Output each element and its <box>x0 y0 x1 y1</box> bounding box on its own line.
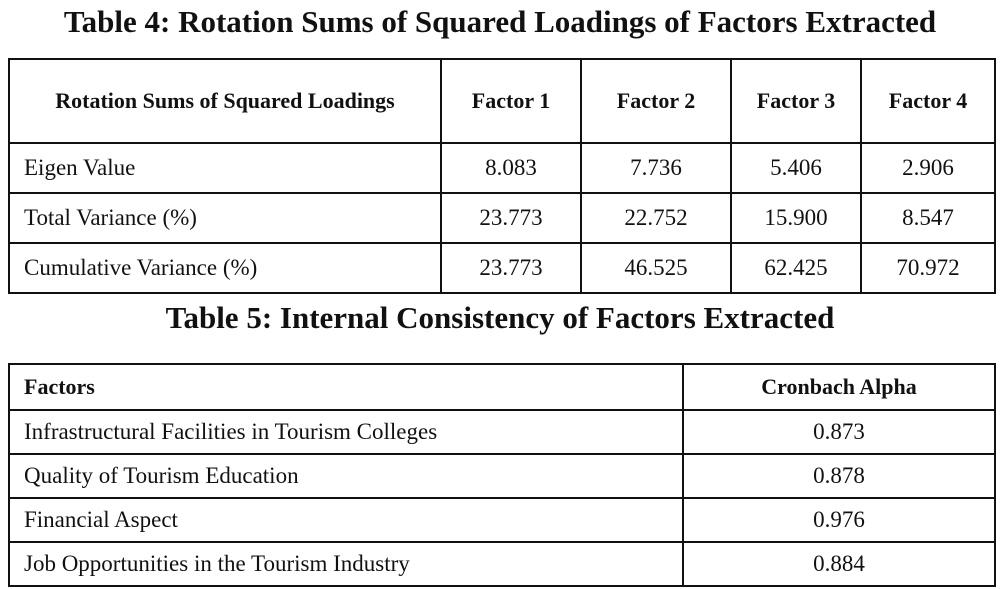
rotation-sums-table <box>8 58 996 294</box>
row-label-cumulative-variance: Cumulative Variance (%) <box>9 243 441 293</box>
table-cell: 2.906 <box>861 143 995 193</box>
factor-name: Quality of Tourism Education <box>9 454 683 498</box>
factor-name: Infrastructural Facilities in Tourism Colleges <box>9 410 683 454</box>
table-row <box>9 243 995 293</box>
table-row <box>9 498 995 542</box>
header-factor-4: Factor 4 <box>861 59 995 143</box>
table-cell: 23.773 <box>441 243 581 293</box>
header-factor-1: Factor 1 <box>441 59 581 143</box>
row-label-total-variance: Total Variance (%) <box>9 193 441 243</box>
factor-name: Job Opportunities in the Tourism Industry <box>9 542 683 586</box>
table-cell: 7.736 <box>581 143 731 193</box>
table-cell: 15.900 <box>731 193 861 243</box>
table-cell: 8.083 <box>441 143 581 193</box>
table-cell: 46.525 <box>581 243 731 293</box>
table-cell: 8.547 <box>861 193 995 243</box>
table-row <box>9 143 995 193</box>
factor-name: Financial Aspect <box>9 498 683 542</box>
table-cell: 70.972 <box>861 243 995 293</box>
table-cell: 23.773 <box>441 193 581 243</box>
table-header-row <box>9 59 995 143</box>
header-rotation-sums: Rotation Sums of Squared Loadings <box>9 59 441 143</box>
alpha-value: 0.976 <box>683 498 995 542</box>
alpha-value: 0.878 <box>683 454 995 498</box>
table-5-caption: Table 5: Internal Consistency of Factors Extracted <box>165 300 835 335</box>
header-factors: Factors <box>9 364 683 410</box>
header-cronbach-alpha: Cronbach Alpha <box>683 364 995 410</box>
table-header-row <box>9 364 995 410</box>
alpha-value: 0.873 <box>683 410 995 454</box>
row-label-eigen-value: Eigen Value <box>9 143 441 193</box>
header-factor-2: Factor 2 <box>581 59 731 143</box>
table-row <box>9 410 995 454</box>
table-cell: 22.752 <box>581 193 731 243</box>
table-row <box>9 193 995 243</box>
table-cell: 5.406 <box>731 143 861 193</box>
header-factor-3: Factor 3 <box>731 59 861 143</box>
internal-consistency-table <box>8 363 996 587</box>
table-row <box>9 542 995 586</box>
alpha-value: 0.884 <box>683 542 995 586</box>
table-cell: 62.425 <box>731 243 861 293</box>
table-4-caption: Table 4: Rotation Sums of Squared Loadings of Factors Extracted <box>63 4 937 39</box>
table-row <box>9 454 995 498</box>
